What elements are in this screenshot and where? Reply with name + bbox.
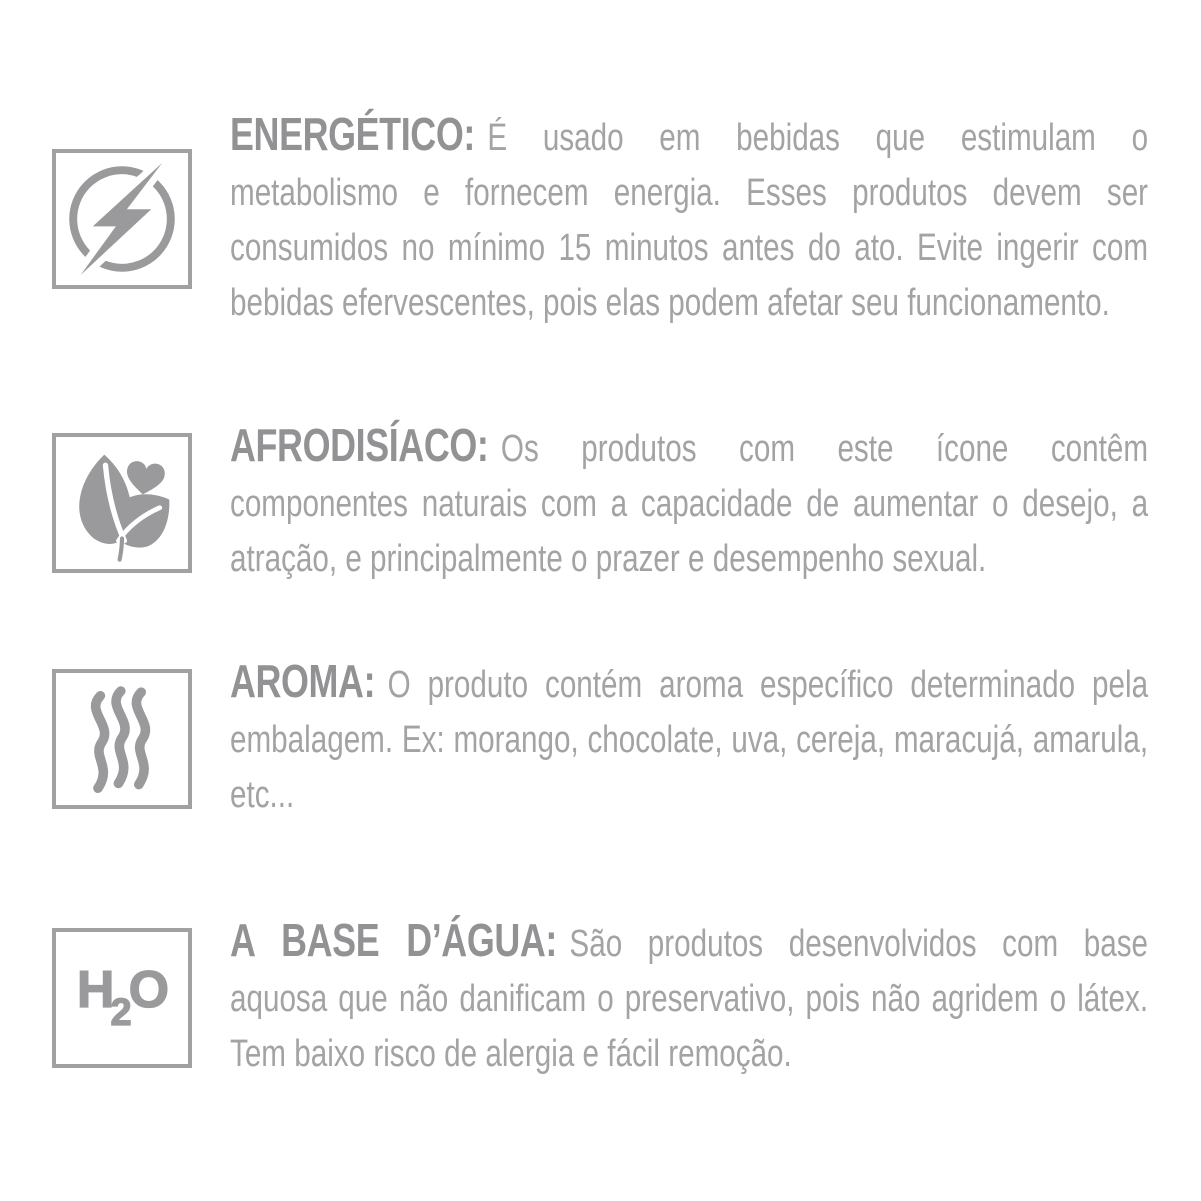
text-column <box>230 913 1148 1082</box>
feature-paragraph <box>230 107 1148 331</box>
icon-column <box>52 669 230 809</box>
h2o-letter-h: H <box>76 960 113 1019</box>
icon-column <box>52 928 230 1068</box>
icon-box-aroma <box>52 669 192 809</box>
feature-row-energetico <box>52 107 1201 331</box>
leaves-heart-icon <box>63 444 181 562</box>
feature-paragraph <box>230 418 1148 587</box>
feature-row-afrodisiaco <box>52 418 1201 587</box>
h2o-letter-o: O <box>128 960 168 1019</box>
h2o-icon <box>76 960 168 1034</box>
text-column <box>230 654 1148 823</box>
feature-description: Os produtos com este ícone contêm componentes naturais com a capacidade de aumentar o desejo, a atração, e principalmente o prazer e desempenho sexual. <box>230 428 1149 580</box>
icon-column <box>52 149 230 289</box>
feature-paragraph <box>230 654 1148 823</box>
lightning-bolt-icon <box>61 158 183 280</box>
feature-title: AROMA: <box>230 655 376 707</box>
feature-title: A BASE D’ÁGUA: <box>230 914 557 966</box>
feature-row-aroma <box>52 654 1201 823</box>
h2o-subscript-2: 2 <box>110 991 130 1034</box>
text-column <box>230 107 1148 331</box>
aroma-waves-icon <box>62 679 182 799</box>
icon-column <box>52 433 230 573</box>
feature-title: ENERGÉTICO: <box>230 108 475 160</box>
feature-description: O produto contém aroma específico determinado pela embalagem. Ex: morango, chocolate, uva, cereja, maracujá, amarula, etc... <box>230 664 1149 816</box>
feature-paragraph <box>230 913 1148 1082</box>
feature-description: São produtos desenvolvidos com base aquosa que não danificam o preservativo, pois não agridem o látex. Tem baixo risco de alergia e fácil remoção. <box>230 923 1149 1075</box>
feature-title: AFRODISÍACO: <box>230 419 489 471</box>
icon-box-energetico <box>52 149 192 289</box>
feature-row-a-base-dagua <box>52 913 1201 1082</box>
icon-box-a-base-dagua <box>52 928 192 1068</box>
text-column <box>230 418 1148 587</box>
icon-box-afrodisiaco <box>52 433 192 573</box>
feature-description: É usado em bebidas que estimulam o metabolismo e fornecem energia. Esses produtos devem ser consumidos no mínimo 15 minutos antes do ato. Evite ingerir com bebidas efervescentes, pois elas podem afetar seu funcionamento. <box>230 117 1149 324</box>
